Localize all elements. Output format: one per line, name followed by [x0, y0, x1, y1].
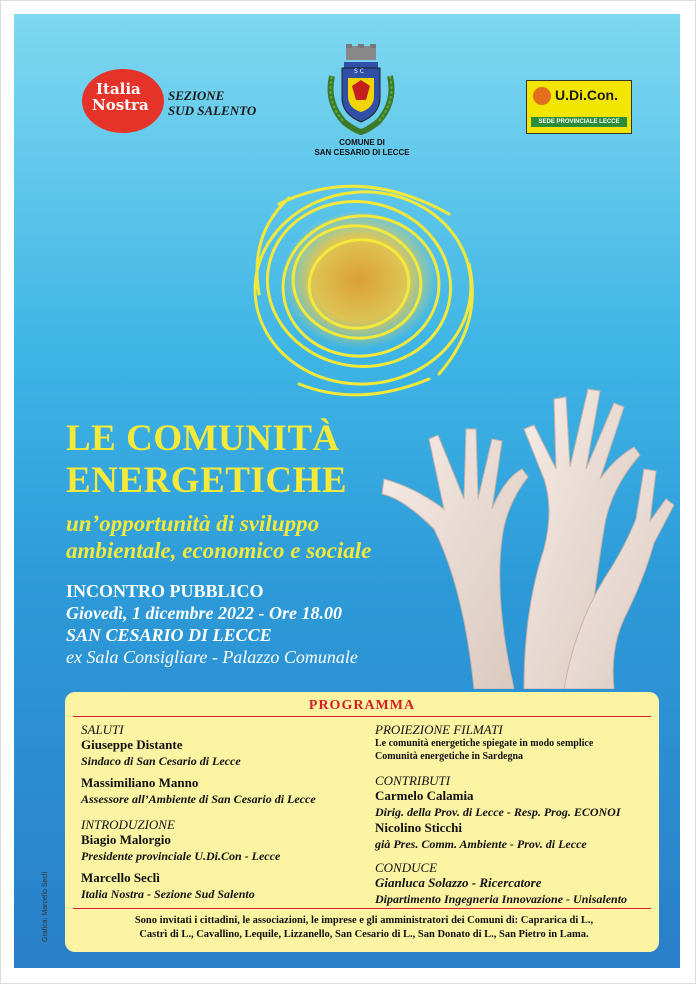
- invitation-text: Sono invitati i cittadini, le associazioni, le imprese e gli amministratori dei Comuni di: Caprarica di L., Castrì di L., Cavallino, Lequile, Lizzanello, San Cesario di L., San Donato di L., San Pietro in Lama.: [134, 915, 594, 940]
- section-saluti: SALUTI: [81, 722, 124, 737]
- event-type: INCONTRO PUBBLICO: [66, 581, 264, 601]
- programma-heading: PROGRAMMA: [308, 698, 416, 713]
- poster: [14, 14, 680, 968]
- speaker-name: Marcello Seclì: [81, 870, 160, 885]
- programma-box: [65, 692, 659, 952]
- udicon-logo: U.Di.Con. SEDE PROVINCIALE LECCE: [526, 80, 632, 134]
- svg-text:S C: S C: [354, 68, 364, 75]
- event-info: [66, 580, 446, 668]
- comune-crest-icon: [324, 42, 398, 138]
- film-title: Le comunità energetiche spiegate in modo semplice: [375, 738, 594, 749]
- section-contributi: CONTRIBUTI: [375, 773, 451, 788]
- event-city: SAN CESARIO DI LECCE: [66, 625, 272, 645]
- divider: [73, 908, 651, 909]
- divider: [73, 716, 651, 717]
- programma-right-column: [375, 720, 655, 907]
- section-proiezione: PROIEZIONE FILMATI: [375, 722, 503, 737]
- section-label: SEZIONE SUD SALENTO: [168, 88, 257, 118]
- speaker-name: Gianluca Solazzo - Ricercatore: [375, 875, 542, 890]
- speaker-name: Nicolino Sticchi: [375, 820, 463, 835]
- speaker-name: Giuseppe Distante: [81, 737, 183, 752]
- speaker-name: Massimiliano Manno: [81, 775, 199, 790]
- graphics-credit: Grafica: Marcello Seclì: [42, 871, 49, 942]
- italia-nostra-logo-line2: Nostra: [92, 96, 149, 114]
- speaker-role: Sindaco di San Cesario di Lecce: [81, 754, 241, 768]
- italia-nostra-logo-line1: Italia: [96, 80, 141, 98]
- page-title: LE COMUNITÀ ENERGETICHE: [66, 418, 348, 501]
- speaker-role: Dirig. della Prov. di Lecce - Resp. Prog. ECONOI: [375, 805, 621, 819]
- speaker-role: Italia Nostra - Sezione Sud Salento: [81, 887, 255, 901]
- speaker-name: Biagio Malorgio: [81, 832, 171, 847]
- comune-label: COMUNE DI SAN CESARIO DI LECCE: [314, 138, 410, 157]
- page-subtitle: un’opportunità di sviluppo ambientale, economico e sociale: [66, 511, 372, 563]
- section-introduzione: INTRODUZIONE: [81, 817, 175, 832]
- speaker-role: Presidente provinciale U.Di.Con - Lecce: [81, 849, 281, 863]
- programma-left-column: [81, 720, 371, 902]
- speaker-role: Dipartimento Ingegneria Innovazione - Unisalento: [375, 892, 628, 906]
- section-conduce: CONDUCE: [375, 860, 438, 875]
- event-date: Giovedì, 1 dicembre 2022 - Ore 18.00: [66, 603, 342, 623]
- speaker-role: già Pres. Comm. Ambiente - Prov. di Lecce: [375, 837, 587, 851]
- event-venue: ex Sala Consigliare - Palazzo Comunale: [66, 647, 358, 667]
- film-title: Comunità energetiche in Sardegna: [375, 751, 524, 762]
- speaker-name: Carmelo Calamia: [375, 788, 474, 803]
- speaker-role: Assessore all’Ambiente di San Cesario di Lecce: [81, 792, 316, 806]
- udicon-emblem-icon: [533, 87, 551, 105]
